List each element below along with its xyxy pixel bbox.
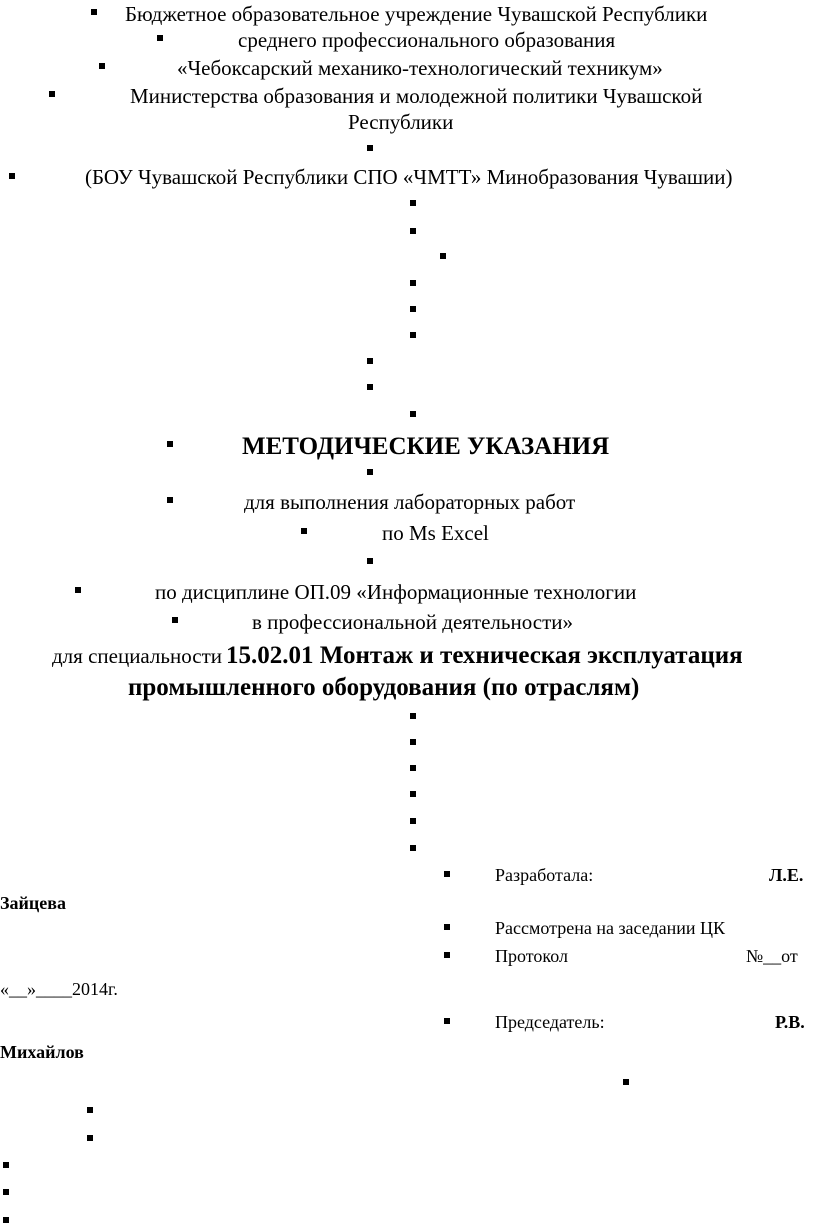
developed-surname: Зайцева — [0, 893, 66, 913]
reviewed-text: Рассмотрена на заседании ЦК — [495, 918, 726, 938]
header-line-4a: Министерства образования и молодежной политики Чувашской — [130, 84, 703, 108]
specialty-code-name: 15.02.01 Монтаж и техническая эксплуатация — [226, 642, 743, 669]
list-bullet — [410, 791, 416, 797]
list-bullet — [367, 558, 373, 564]
list-bullet — [157, 35, 163, 41]
chair-surname: Михайлов — [0, 1042, 84, 1062]
title-discipline-b: в профессиональной деятельности» — [252, 610, 573, 634]
list-bullet — [301, 528, 307, 534]
list-bullet — [444, 952, 450, 958]
list-bullet — [410, 818, 416, 824]
list-bullet — [167, 441, 173, 447]
list-bullet — [367, 469, 373, 475]
header-line-4b: Республики — [348, 110, 454, 134]
list-bullet — [87, 1135, 93, 1141]
protocol-number: №__от — [746, 946, 798, 966]
protocol-date: «__»____2014г. — [0, 979, 118, 999]
list-bullet — [444, 1018, 450, 1024]
list-bullet — [410, 739, 416, 745]
list-bullet — [3, 1162, 9, 1168]
list-bullet — [410, 306, 416, 312]
list-bullet — [49, 91, 55, 97]
list-bullet — [367, 145, 373, 151]
list-bullet — [440, 253, 446, 259]
document-title: МЕТОДИЧЕСКИЕ УКАЗАНИЯ — [242, 433, 610, 460]
list-bullet — [410, 228, 416, 234]
specialty-continuation: промышленного оборудования (по отраслям) — [128, 674, 640, 701]
list-bullet — [410, 332, 416, 338]
list-bullet — [91, 9, 97, 15]
list-bullet — [172, 617, 178, 623]
chair-initials: Р.В. — [775, 1012, 805, 1032]
list-bullet — [444, 924, 450, 930]
list-bullet — [87, 1107, 93, 1113]
list-bullet — [75, 587, 81, 593]
list-bullet — [410, 845, 416, 851]
title-discipline-a: по дисциплине ОП.09 «Информационные технологии — [155, 580, 637, 604]
list-bullet — [367, 358, 373, 364]
specialty-line — [52, 643, 743, 668]
chair-label: Председатель: — [495, 1012, 605, 1032]
specialty-prefix: для специальности — [52, 644, 222, 668]
list-bullet — [410, 200, 416, 206]
list-bullet — [410, 765, 416, 771]
title-subject: по Ms Excel — [382, 521, 489, 545]
list-bullet — [410, 280, 416, 286]
header-line-2: среднего профессионального образования — [238, 28, 616, 52]
list-bullet — [3, 1189, 9, 1195]
developed-initials: Л.Е. — [769, 865, 804, 885]
protocol-label: Протокол — [495, 946, 568, 966]
list-bullet — [167, 497, 173, 503]
list-bullet — [3, 1217, 9, 1223]
list-bullet — [367, 384, 373, 390]
list-bullet — [410, 411, 416, 417]
header-abbreviation: (БОУ Чувашской Республики СПО «ЧМТТ» Минобразования Чувашии) — [85, 165, 733, 189]
list-bullet — [623, 1079, 629, 1085]
list-bullet — [9, 173, 15, 179]
header-line-3: «Чебоксарский механико-технологический техникум» — [177, 56, 663, 80]
list-bullet — [99, 63, 105, 69]
title-purpose: для выполнения лабораторных работ — [244, 490, 576, 514]
developed-label: Разработала: — [495, 865, 594, 885]
list-bullet — [444, 871, 450, 877]
header-line-1: Бюджетное образовательное учреждение Чувашской Республики — [125, 2, 708, 26]
list-bullet — [410, 713, 416, 719]
